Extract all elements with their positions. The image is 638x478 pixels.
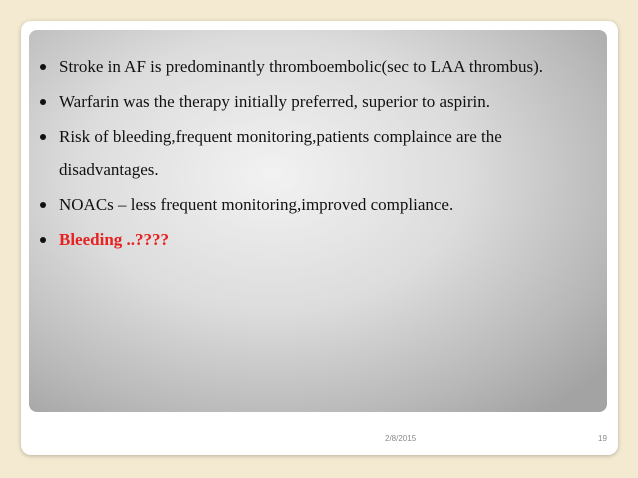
- bullet-list: [40, 50, 602, 256]
- bullet-text: Stroke in AF is predominantly thromboembolic(sec to LAA thrombus).: [59, 57, 543, 76]
- bullet-item-warfarin: [40, 85, 602, 118]
- bullet-item-bleeding: [40, 223, 602, 256]
- bullet-item-risk: [40, 120, 602, 186]
- bullet-item-stroke: [40, 50, 602, 83]
- bullet-dot-icon: [40, 202, 46, 208]
- bullet-text: NOACs – less frequent monitoring,improved compliance.: [59, 195, 454, 214]
- bullet-text: Risk of bleeding,frequent monitoring,patients complaince are the disadvantages.: [59, 127, 502, 179]
- bullet-dot-icon: [40, 134, 46, 140]
- bullet-dot-icon: [40, 64, 46, 70]
- content-panel: [29, 30, 607, 412]
- bullet-dot-icon: [40, 99, 46, 105]
- bullet-item-noacs: [40, 188, 602, 221]
- bullet-dot-icon: [40, 237, 46, 243]
- slide-page-number: 19: [598, 434, 607, 443]
- bullet-text: Warfarin was the therapy initially preferred, superior to aspirin.: [59, 92, 491, 111]
- bullet-text-highlight: Bleeding ..????: [59, 230, 170, 249]
- slide-date: 2/8/2015: [385, 434, 417, 443]
